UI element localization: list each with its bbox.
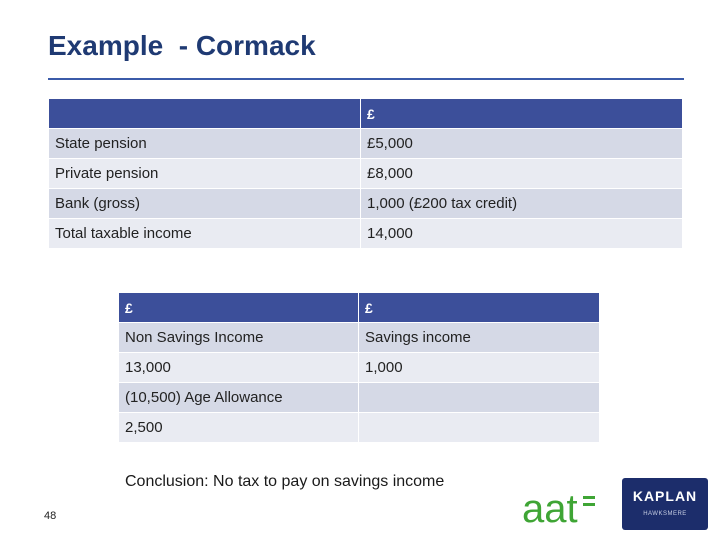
header-cell: £: [119, 293, 359, 323]
table-row: [49, 189, 683, 219]
savings-cell: Savings income: [359, 323, 600, 353]
page-number: 48: [44, 510, 57, 522]
kaplan-logo: [622, 478, 708, 530]
aat-logo: [522, 484, 596, 528]
row-value: 14,000: [361, 219, 683, 249]
aat-logo-mark: [583, 496, 595, 499]
table-row: [119, 323, 600, 353]
income-split-table: [118, 292, 600, 443]
row-value: £8,000: [361, 159, 683, 189]
savings-cell: [359, 413, 600, 443]
aat-logo-text: aat: [522, 487, 578, 528]
kaplan-logo-subtext: HAWKSMERE: [643, 511, 687, 517]
savings-cell: 1,000: [359, 353, 600, 383]
savings-cell: [359, 383, 600, 413]
row-label: Bank (gross): [49, 189, 361, 219]
row-label: Total taxable income: [49, 219, 361, 249]
non-savings-cell: (10,500) Age Allowance: [119, 383, 359, 413]
income-table-header: [49, 99, 683, 129]
table-row: [49, 129, 683, 159]
non-savings-cell: Non Savings Income: [119, 323, 359, 353]
aat-logo-mark: [583, 503, 595, 506]
income-table: [48, 98, 683, 249]
table-row: [119, 413, 600, 443]
header-cell: £: [361, 99, 683, 129]
title-underline: [48, 78, 684, 80]
table-row: [49, 159, 683, 189]
split-table-header: [119, 293, 600, 323]
row-label: State pension: [49, 129, 361, 159]
header-cell: £: [359, 293, 600, 323]
row-label: Private pension: [49, 159, 361, 189]
non-savings-cell: 2,500: [119, 413, 359, 443]
header-cell: [49, 99, 361, 129]
row-value: £5,000: [361, 129, 683, 159]
table-row: [119, 353, 600, 383]
table-row: [49, 219, 683, 249]
table-row: [119, 383, 600, 413]
conclusion-text: Conclusion: No tax to pay on savings income: [125, 473, 445, 490]
non-savings-cell: 13,000: [119, 353, 359, 383]
row-value: 1,000 (£200 tax credit): [361, 189, 683, 219]
kaplan-logo-text: KAPLAN: [632, 488, 698, 504]
slide-title: Example - Cormack: [48, 30, 316, 61]
